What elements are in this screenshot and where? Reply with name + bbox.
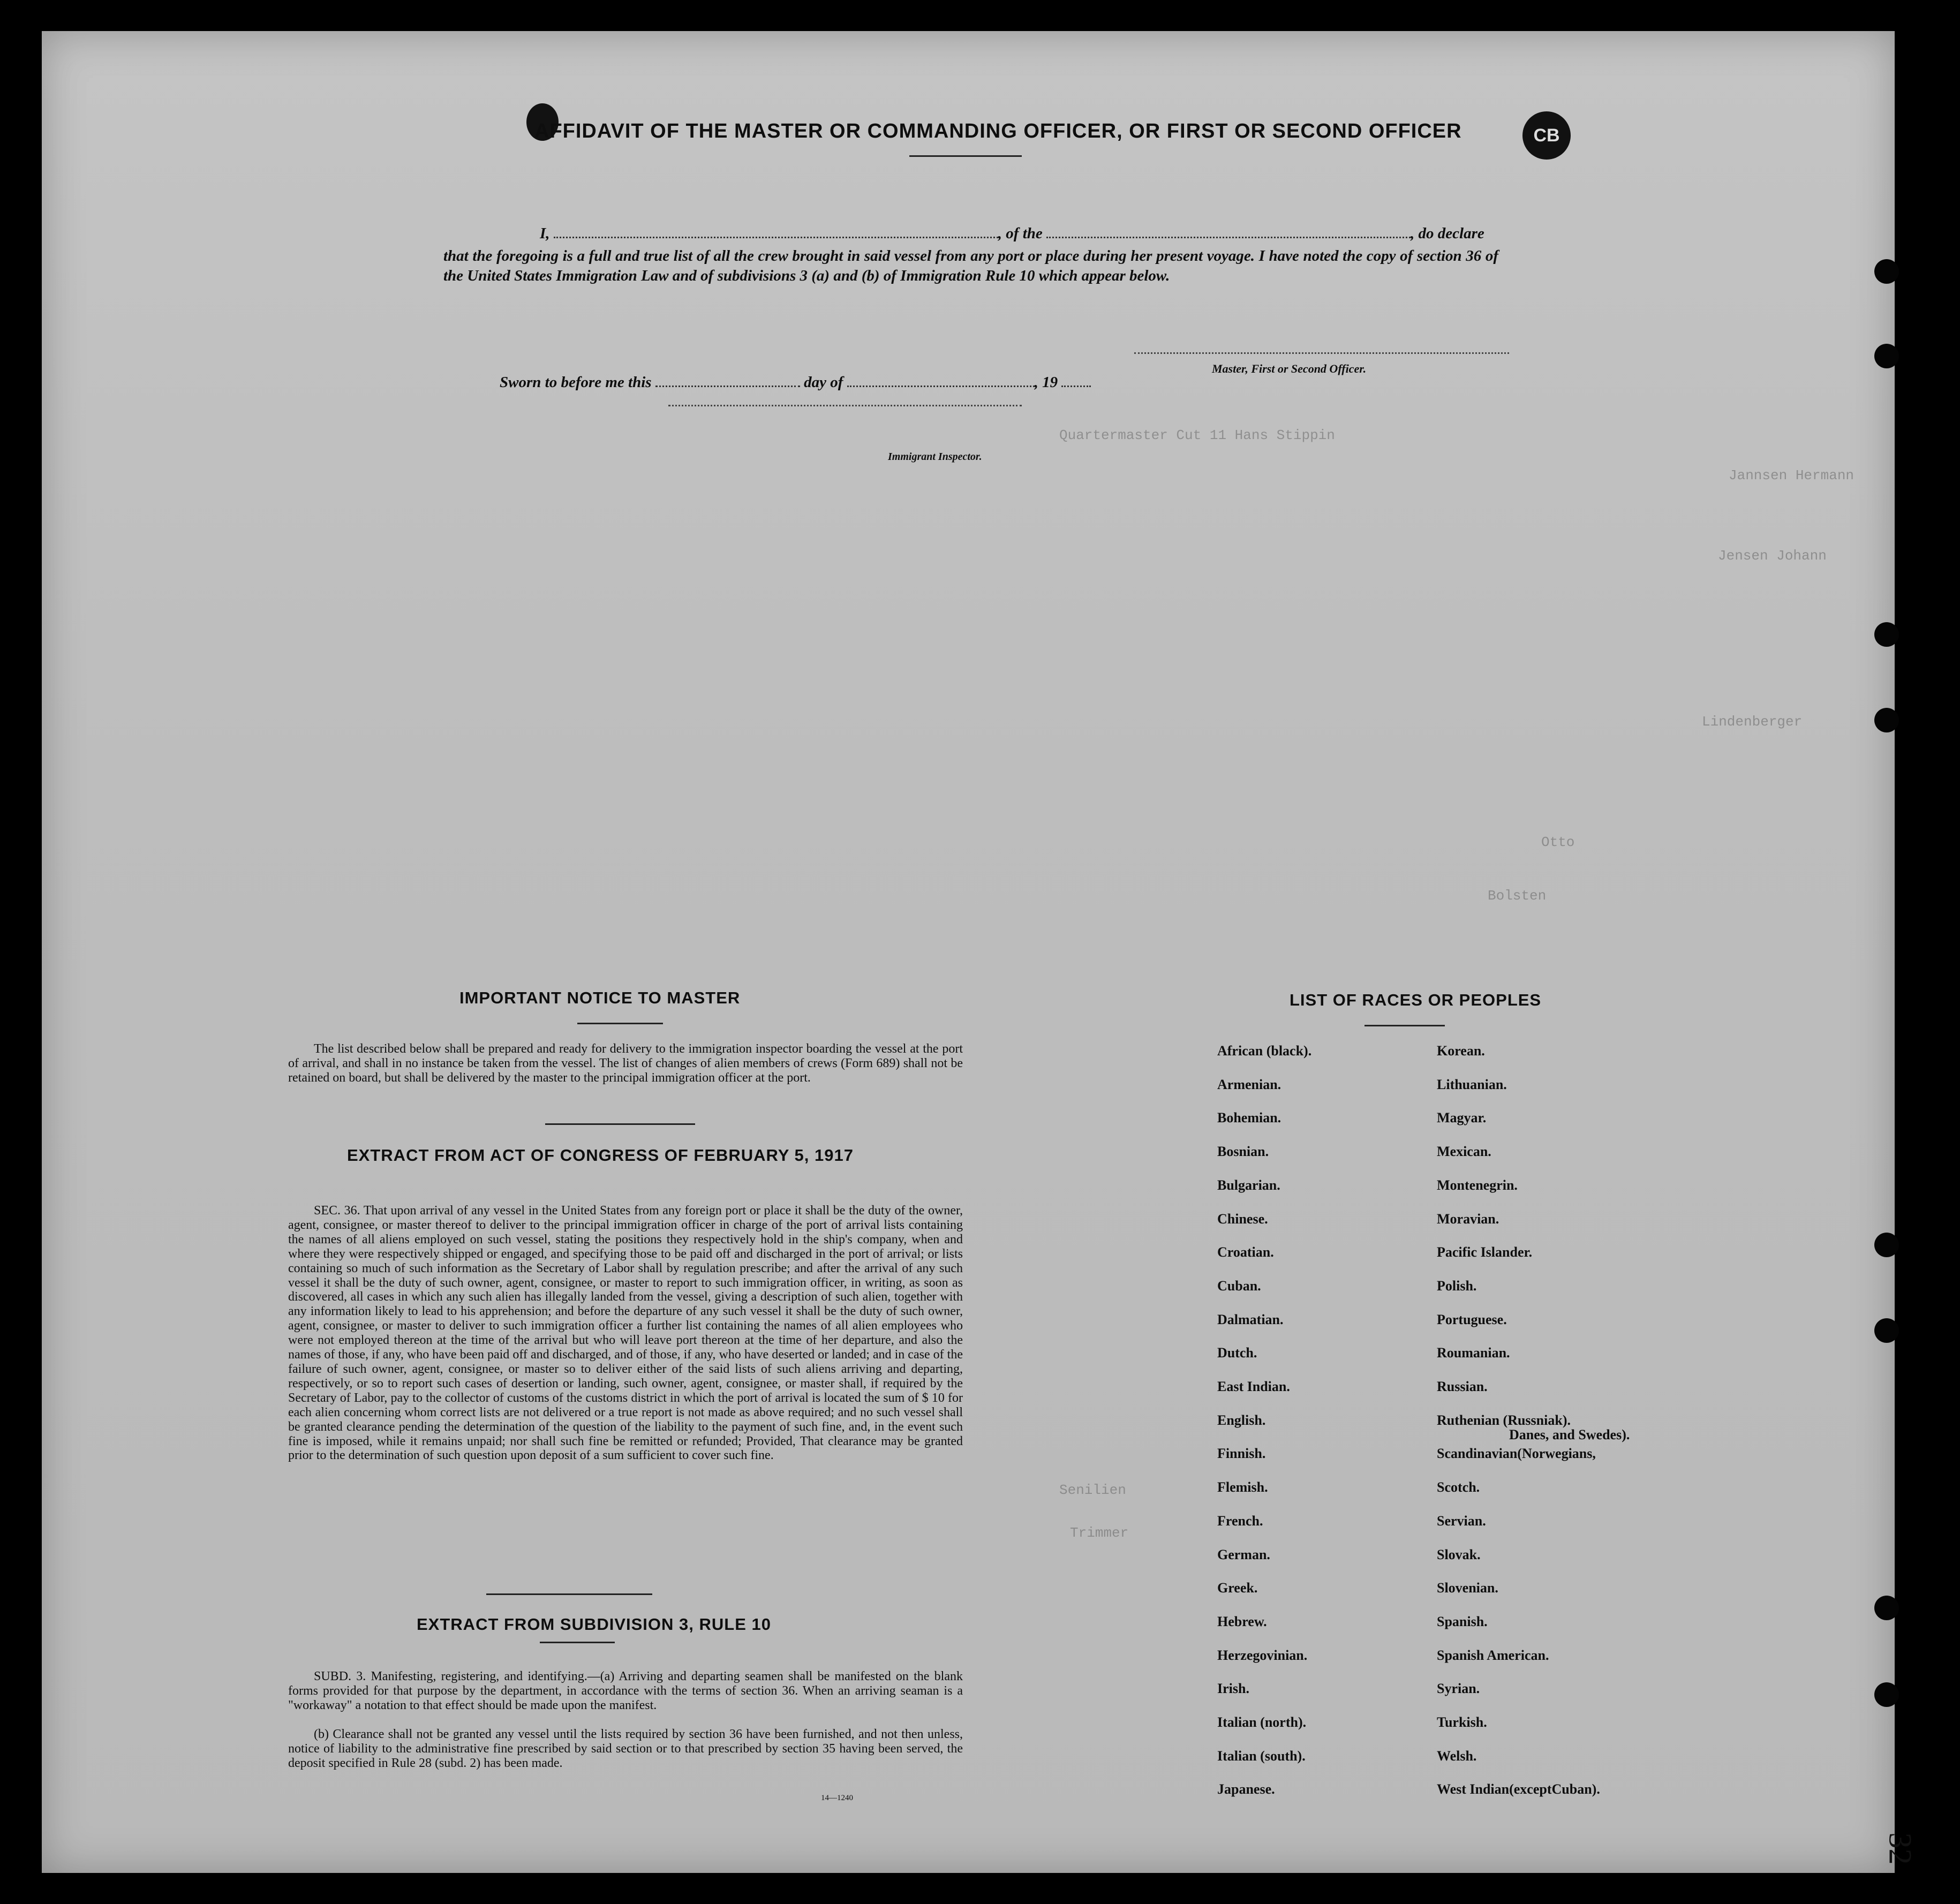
race-item: Scandinavian(Norwegians, — [1437, 1446, 1596, 1461]
race-item: Spanish. — [1437, 1614, 1488, 1629]
race-item: Bohemian. — [1217, 1110, 1281, 1125]
cb-stamp: CB — [1522, 111, 1571, 160]
race-item: Cuban. — [1217, 1278, 1261, 1294]
race-item: Slovenian. — [1437, 1580, 1498, 1596]
race-item: Polish. — [1437, 1278, 1477, 1294]
affidavit-title: AFFIDAVIT OF THE MASTER OR COMMANDING OFFICER, OR FIRST OR SECOND OFFICER — [534, 120, 1462, 142]
punch-hole — [1874, 1682, 1899, 1707]
bleed-through-text: Jannsen Hermann — [1729, 467, 1855, 483]
page-number: 32 — [1882, 1832, 1918, 1865]
races-title: LIST OF RACES OR PEOPLES — [1290, 991, 1542, 1009]
decl-i: I, — [540, 225, 550, 242]
race-item: Greek. — [1217, 1580, 1258, 1596]
race-item: Herzegovinian. — [1217, 1648, 1308, 1663]
race-item: Welsh. — [1437, 1748, 1477, 1764]
race-item: Pacific Islander. — [1437, 1244, 1533, 1260]
race-item: Magyar. — [1437, 1110, 1487, 1125]
bleed-through-text: Quartermaster Cut 11 Hans Stippin — [1059, 427, 1335, 443]
decl-of: , of the — [998, 225, 1043, 242]
race-item: Spanish American. — [1437, 1648, 1549, 1663]
declaration-body: that the foregoing is a full and true list of all the crew brought in said vessel from any port or place during her present voyage. I have noted the copy of section 36 of the United States Immigration Law and of subdivisions 3 (a) and (b) of Immigration Rule 10 which appear below. — [443, 247, 1498, 284]
notice-title: IMPORTANT NOTICE TO MASTER — [459, 988, 741, 1007]
sworn-line — [500, 374, 1091, 391]
race-item: Italian (north). — [1217, 1714, 1307, 1730]
bleed-through-text: Trimmer — [1070, 1525, 1129, 1541]
bleed-through-text: Lindenberger — [1702, 714, 1803, 730]
race-item: Croatian. — [1217, 1244, 1274, 1260]
inspector-label: Immigrant Inspector. — [888, 451, 982, 463]
subdivision-3a-text: SUBD. 3. Manifesting, registering, and identifying.—(a) Arriving and departing seamen shall be manifested on the blank forms provided for that purpose by the department, in accordance with the terms of section 36. When an arriving seaman is a "workaway" a notation to that effect should be made upon the manifest. — [288, 1669, 963, 1712]
race-item: Lithuanian. — [1437, 1077, 1507, 1092]
punch-hole — [1874, 344, 1899, 368]
punch-hole — [1874, 622, 1899, 647]
race-item: Scotch. — [1437, 1479, 1480, 1495]
punch-hole — [1874, 259, 1899, 284]
punch-hole — [1874, 1318, 1899, 1343]
race-item: Bulgarian. — [1217, 1177, 1280, 1193]
bleed-through-text: Senilien — [1059, 1482, 1126, 1498]
section-36-text: SEC. 36. That upon arrival of any vessel in the United States from any foreign port or place it shall be the duty of the owner, agent, consignee, or master thereof to deliver to the principal immigration officer in charge of the port of arrival lists containing the names of all aliens employed on such vessel, stating the positions they respectively hold in the ship's company, when and where they were respectively shipped or engaged, and specifying those to be paid off and discharged in the port of arrival; or lists containing so much of such information as the Secretary of Labor shall by regulation prescribe; and after the arrival of any such vessel it shall be the duty of such owner, agent, consignee, or master to report to such immigration officer, in writing, as soon as discovered, all cases in which any such alien has illegally landed from the vessel, giving a description of such alien, together with any information likely to lead to his apprehension; and before the departure of any such vessel it shall be the duty of such owner, agent, consignee, or master to deliver to such immigration officer a further list containing the names of all alien employees who were not employed thereon at the time of the arrival but who will leave port thereon at the time of her departure, and also the names of those, if any, who have been paid off and discharged, and of those, if any, who have deserted or landed; and in case of the failure of such owner, agent, consignee, or master so to deliver either of the said lists of such aliens arriving and departing, respectively, or so to report such cases of desertion or landing, such owner, agent, consignee, or master shall, if required by the Secretary of Labor, pay to the collector of customs of the customs district in which the port of arrival is located the sum of $ 10 for each alien concerning whom correct lists are not delivered or a true report is not made as above required; and no such vessel shall be granted clearance pending the determination of the question of the liability to the payment of such fine, and, in the event such fine is imposed, while it remains unpaid; nor shall such fine be remitted or refunded; Provided, That clearance may be granted prior to the determination of such question upon deposit of a sum sufficient to cover such fine. — [288, 1204, 963, 1463]
race-item: Dalmatian. — [1217, 1312, 1284, 1327]
race-item: English. — [1217, 1412, 1266, 1428]
race-item: Korean. — [1437, 1043, 1485, 1059]
race-item: Ruthenian (Russniak). — [1437, 1412, 1571, 1428]
race-item: Turkish. — [1437, 1714, 1487, 1730]
notice-text: The list described below shall be prepared and ready for delivery to the immigration inspector boarding the vessel at the port of arrival, and shall in no instance be taken from the vessel. The list of changes of alien members of crews (Form 689) shall not be retained on board, but shall be delivered by the master to the principal immigration officer at the port. — [288, 1042, 963, 1085]
punch-hole — [1874, 1233, 1899, 1257]
race-item: Irish. — [1217, 1681, 1249, 1696]
sworn-year-blank[interactable] — [1061, 375, 1091, 387]
sworn-day-label: day of — [804, 374, 843, 391]
races-underline — [1365, 1025, 1445, 1026]
form-number: 14—1240 — [821, 1794, 853, 1802]
title-underline — [909, 155, 1022, 157]
race-item: Russian. — [1437, 1379, 1488, 1394]
race-item: Japanese. — [1217, 1781, 1275, 1797]
race-item: Mexican. — [1437, 1144, 1491, 1159]
race-item: West Indian(exceptCuban). — [1437, 1781, 1600, 1797]
bleed-through-text: Jensen Johann — [1718, 548, 1827, 564]
race-item: Italian (south). — [1217, 1748, 1306, 1764]
race-item: Bosnian. — [1217, 1144, 1269, 1159]
race-item: French. — [1217, 1513, 1263, 1529]
race-item: Armenian. — [1217, 1077, 1281, 1092]
rule-extract-title: EXTRACT FROM SUBDIVISION 3, RULE 10 — [417, 1615, 771, 1634]
race-item: Dutch. — [1217, 1345, 1257, 1361]
signature-line[interactable] — [1134, 352, 1509, 354]
bleed-through-text: Otto — [1541, 834, 1575, 850]
inspector-signature-line[interactable] — [668, 405, 1022, 406]
decl-do: , do declare — [1411, 225, 1484, 242]
punch-hole — [1874, 708, 1899, 732]
notice-divider — [545, 1123, 695, 1125]
act-divider — [486, 1593, 652, 1595]
signature-label: Master, First or Second Officer. — [1212, 362, 1367, 375]
race-item: African (black). — [1217, 1043, 1312, 1059]
race-item: East Indian. — [1217, 1379, 1290, 1394]
sworn-year-label: , 19 — [1034, 374, 1058, 391]
race-item: Flemish. — [1217, 1479, 1268, 1495]
race-item: Servian. — [1437, 1513, 1486, 1529]
race-item: Syrian. — [1437, 1681, 1480, 1696]
race-item: Hebrew. — [1217, 1614, 1267, 1629]
rule-underline — [540, 1642, 615, 1643]
race-item: Chinese. — [1217, 1211, 1268, 1227]
race-scandinavian-line-2: Danes, and Swedes). — [1509, 1427, 1630, 1442]
sworn-prefix: Sworn to before me this — [500, 374, 652, 391]
race-item: Slovak. — [1437, 1547, 1481, 1562]
race-item: German. — [1217, 1547, 1270, 1562]
race-item: Finnish. — [1217, 1446, 1266, 1461]
bleed-through-text: Bolsten — [1488, 888, 1547, 904]
race-item: Montenegrin. — [1437, 1177, 1518, 1193]
declaration-line-1 — [540, 225, 1484, 243]
name-blank[interactable] — [554, 226, 998, 238]
subdivision-3b-text: (b) Clearance shall not be granted any vessel until the lists required by section 36 have been furnished, and not then unless, notice of liability to the administrative fine prescribed by said section or to that prescribed by section 35 having been served, the deposit specified in Rule 28 (subd. 2) has been made. — [288, 1727, 963, 1770]
sworn-month-blank[interactable] — [847, 375, 1035, 387]
race-item: Portuguese. — [1437, 1312, 1507, 1327]
sworn-day-blank[interactable] — [655, 375, 800, 387]
notice-underline — [577, 1023, 663, 1024]
act-extract-title: EXTRACT FROM ACT OF CONGRESS OF FEBRUARY 5, 1917 — [347, 1146, 854, 1165]
vessel-blank[interactable] — [1046, 226, 1411, 238]
race-item: Moravian. — [1437, 1211, 1499, 1227]
document-page — [42, 31, 1918, 1873]
race-item: Roumanian. — [1437, 1345, 1510, 1361]
punch-hole — [1874, 1596, 1899, 1620]
